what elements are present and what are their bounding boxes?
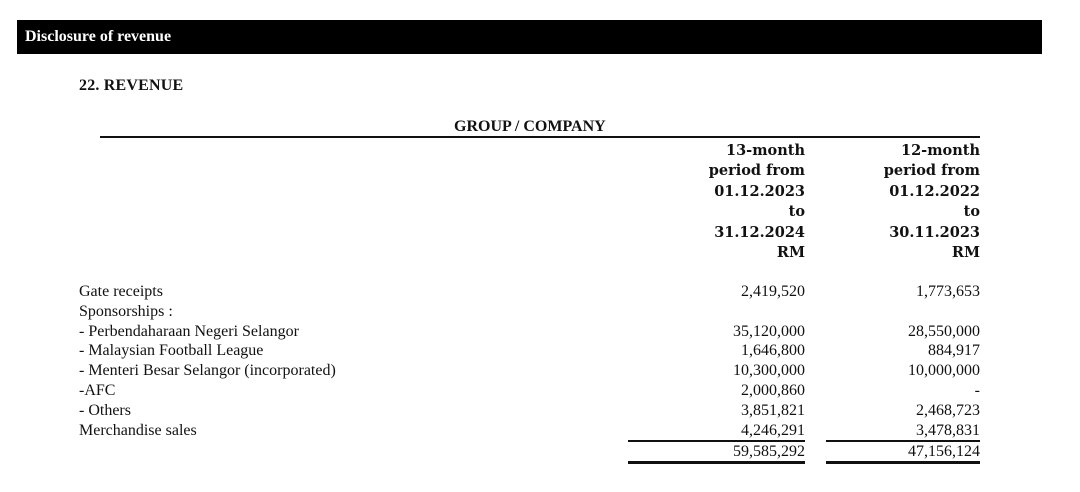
- column-header-line: 30.11.2023: [889, 223, 980, 241]
- column-header-line: to: [788, 203, 805, 221]
- row-label: - Malaysian Football League: [79, 342, 264, 360]
- value-13-month: 3,851,821: [741, 401, 805, 419]
- row-label: - Others: [79, 401, 131, 419]
- column-header-line: period from: [883, 162, 980, 180]
- value-13-month: 4,246,291: [741, 421, 805, 439]
- value-13-month: 35,120,000: [733, 322, 805, 340]
- total-12-month: 47,156,124: [908, 443, 980, 460]
- column-header-line: 01.12.2023: [714, 182, 805, 200]
- column-header-line: RM: [776, 244, 805, 262]
- column-header-line: period from: [708, 162, 805, 180]
- column-header-13-month: [645, 141, 805, 263]
- value-12-month: 884,917: [928, 342, 980, 360]
- table-row: [0, 341, 1080, 361]
- table-row: [0, 421, 1080, 441]
- total-rule-12-month: [826, 461, 980, 464]
- revenue-table-body: [0, 282, 1080, 440]
- group-company-label: GROUP / COMPANY: [454, 118, 606, 135]
- value-12-month: 2,468,723: [916, 401, 980, 419]
- table-row: [0, 282, 1080, 302]
- row-label: - Perbendaharaan Negeri Selangor: [79, 322, 299, 340]
- banner-title: Disclosure of revenue: [25, 28, 172, 45]
- value-12-month: -: [974, 381, 980, 399]
- total-13-month: 59,585,292: [733, 443, 805, 460]
- table-row: [0, 322, 1080, 342]
- column-header-12-month: [820, 141, 980, 263]
- value-12-month: 28,550,000: [908, 322, 980, 340]
- column-header-line: 12-month: [901, 142, 980, 159]
- column-header-line: 13-month: [726, 142, 805, 159]
- header-rule: [100, 136, 980, 138]
- value-13-month: 10,300,000: [733, 362, 805, 380]
- column-header-line: 31.12.2024: [714, 223, 805, 241]
- column-header-line: to: [963, 203, 980, 221]
- row-label: Merchandise sales: [79, 421, 197, 439]
- value-12-month: 3,478,831: [916, 421, 980, 439]
- row-label: - Menteri Besar Selangor (incorporated): [79, 362, 336, 380]
- table-row: [0, 381, 1080, 401]
- table-row: [0, 302, 1080, 322]
- row-label: -AFC: [79, 381, 116, 399]
- value-13-month: 1,646,800: [741, 342, 805, 360]
- value-13-month: 2,419,520: [741, 283, 805, 300]
- header-banner: [17, 20, 1042, 54]
- section-title: 22. REVENUE: [79, 77, 184, 94]
- total-rule-13-month: [628, 461, 805, 464]
- table-row: [0, 401, 1080, 421]
- value-12-month: 1,773,653: [916, 283, 980, 300]
- value-12-month: 10,000,000: [908, 362, 980, 380]
- column-header-line: RM: [951, 244, 980, 262]
- row-label: Sponsorships :: [79, 302, 173, 320]
- table-row: [0, 361, 1080, 381]
- column-header-line: 01.12.2022: [889, 182, 980, 200]
- value-13-month: 2,000,860: [741, 381, 805, 399]
- row-label: Gate receipts: [79, 283, 163, 300]
